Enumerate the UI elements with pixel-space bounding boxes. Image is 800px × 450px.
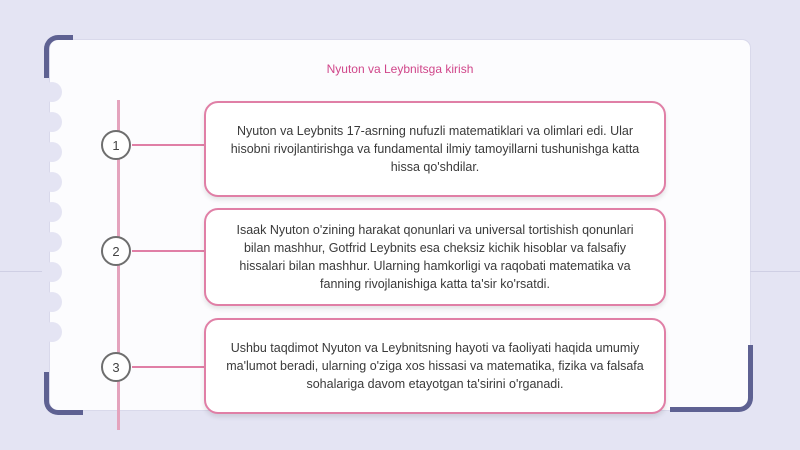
timeline-item-1: Nyuton va Leybnits 17-asrning nufuzli matematiklari va olimlari edi. Ular hisobni rivojlantirishga va fundamental ilmiy tamoyillarni tushunishga katta hissa qo'shdilar. [204, 101, 666, 197]
timeline-connector [132, 366, 204, 368]
timeline-item-2: Isaak Nyuton o'zining harakat qonunlari va universal tortishish qonunlari bilan mashhur, Gotfrid Leybnits esa cheksiz kichik hisoblar va falsafiy hissalari bilan mashhur. Ularning hamkorligi va raqobati matematika va fanning rivojlanishiga katta ta'sir ko'rsatdi. [204, 208, 666, 306]
corner-bracket-bottom-right [670, 345, 753, 412]
slide-title: Nyuton va Leybnitsga kirish [326, 62, 474, 76]
binder-hole [42, 142, 62, 162]
timeline-item-3: Ushbu taqdimot Nyuton va Leybnitsning hayoti va faoliyati haqida umumiy ma'lumot beradi, ularning o'ziga xos hissasi va matematika, fizika va falsafa sohalariga davom etayotgan ta'sirini o'rganadi. [204, 318, 666, 414]
binder-hole [42, 202, 62, 222]
binder-hole [42, 82, 62, 102]
timeline-connector [132, 144, 204, 146]
binder-hole [42, 112, 62, 132]
binder-hole [42, 322, 62, 342]
binder-hole [42, 172, 62, 192]
timeline-node-2: 2 [101, 236, 131, 266]
binder-hole [42, 232, 62, 252]
binder-hole [42, 292, 62, 312]
corner-bracket-bottom-left [44, 372, 83, 415]
timeline-connector [132, 250, 204, 252]
timeline-node-1: 1 [101, 130, 131, 160]
timeline-node-3: 3 [101, 352, 131, 382]
binder-hole [42, 262, 62, 282]
